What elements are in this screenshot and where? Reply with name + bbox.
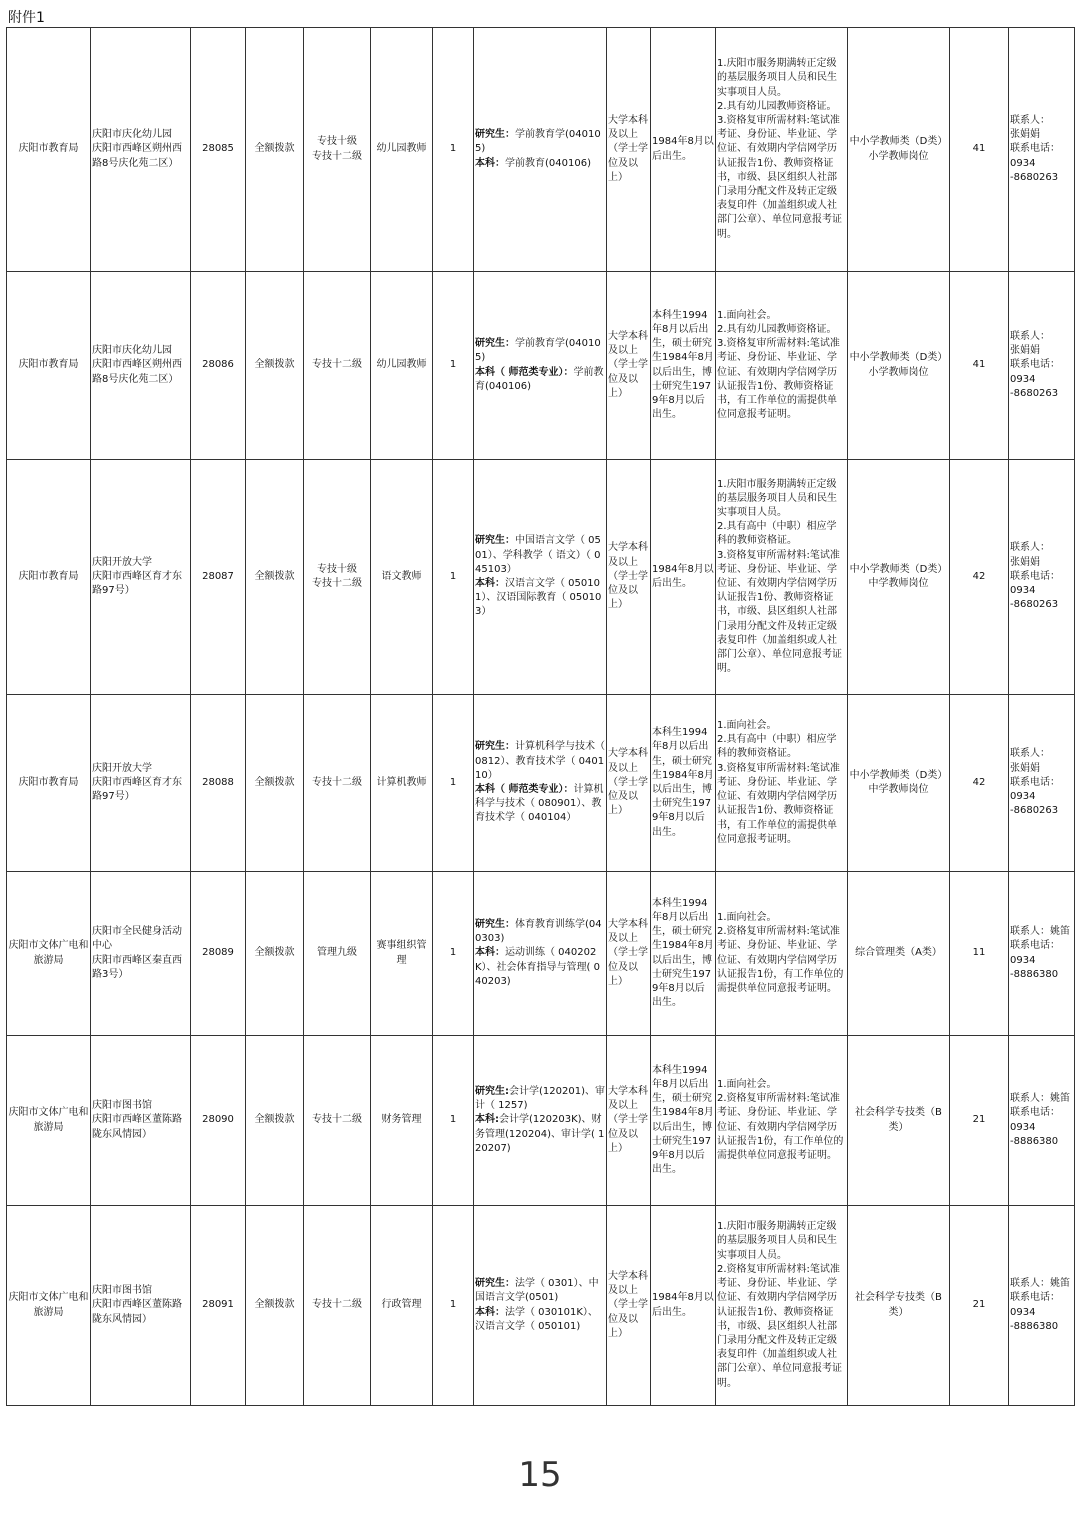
age-cell: 1984年8月以后出生。 (651, 460, 716, 695)
major-grad-label: 研究生： (475, 1278, 515, 1290)
position-code-cell: 28086 (191, 272, 246, 460)
department-cell: 庆阳市文体广电和旅游局 (7, 1036, 91, 1206)
position-code-cell: 28088 (191, 695, 246, 872)
degree-cell: 大学本科及以上（学士学位及以上） (607, 272, 651, 460)
major-ug-text: 学前教育(040106) (475, 366, 604, 392)
position-code-cell: 28090 (191, 1036, 246, 1206)
headcount-cell: 1 (433, 28, 474, 272)
major-ug-text: 会计学(120203K)、财务管理(120204)、审计学( 120207) (475, 1114, 605, 1154)
headcount-cell: 1 (433, 872, 474, 1036)
requirements-cell: 1.庆阳市服务期满转正定级的基层服务项目人员和民生实事项目人员。 2.资格复审所需材料:笔试准考证、身份证、毕业证、学位证、有效期内学信网学历认证报告1份、教师资格证书，市级、县区组织人社部门录用分配文件及转正定级表复印件（加盖组织或人社部门公章）、单位同意报考证明。 (716, 1206, 848, 1406)
exam-category-cell: 社会科学专技类（B类） (848, 1206, 950, 1406)
major-grad-text: 法学（ 0301）、中国语言文学(0501) (475, 1278, 599, 1304)
exam-category-cell: 社会科学专技类（B类） (848, 1036, 950, 1206)
major-grad-text: 体育教育训练学(040303) (475, 918, 602, 945)
major-cell (474, 272, 607, 460)
headcount-cell: 1 (433, 1036, 474, 1206)
unit-cell: 庆阳市庆化幼儿园 庆阳市西峰区朔州西路8号庆化苑二区） (91, 272, 191, 460)
major-grad-text: 学前教育学(040105) (475, 129, 601, 155)
table-row (7, 872, 1075, 1036)
level-cell: 专技十二级 (304, 1036, 371, 1206)
major-grad-label: 研究生： (475, 741, 515, 753)
major-cell (474, 460, 607, 695)
major-cell (474, 28, 607, 272)
major-grad-label: 研究生： (475, 918, 515, 930)
headcount-cell: 1 (433, 460, 474, 695)
requirements-cell: 1.面向社会。 2.具有幼儿园教师资格证。 3.资格复审所需材料:笔试准考证、身份证、毕业证、学位证、有效期内学信网学历认证报告1份、教师资格证书，有工作单位的需提供单位同意报考证明。 (716, 272, 848, 460)
degree-cell: 大学本科及以上（学士学位及以上） (607, 1206, 651, 1406)
position-code-cell: 28087 (191, 460, 246, 695)
exam-code-cell: 41 (950, 272, 1009, 460)
unit-cell: 庆阳市全民健身活动中心 庆阳市西峰区秦直西路3号） (91, 872, 191, 1036)
contact-cell: 联系人： 张娟娟 联系电话： 0934 -8680263 (1009, 460, 1075, 695)
major-grad-text: 会计学(120201)、审计（ 1257) (475, 1085, 605, 1112)
funding-cell: 全额拨款 (246, 872, 304, 1036)
contact-cell: 联系人： 张娟娟 联系电话： 0934 -8680263 (1009, 28, 1075, 272)
degree-cell: 大学本科及以上（学士学位及以上） (607, 695, 651, 872)
major-ug-label: 本科: (475, 1114, 499, 1126)
requirements-cell: 1.面向社会。 2.资格复审所需材料:笔试准考证、身份证、毕业证、学位证、有效期内学信网学历认证报告1份，有工作单位的需提供单位同意报考证明。 (716, 872, 848, 1036)
exam-code-cell: 21 (950, 1206, 1009, 1406)
position-code-cell: 28085 (191, 28, 246, 272)
major-ug-text: 法学（ 030101K）、汉语言文学（ 050101) (475, 1306, 598, 1332)
department-cell: 庆阳市教育局 (7, 695, 91, 872)
department-cell: 庆阳市文体广电和旅游局 (7, 872, 91, 1036)
major-grad-text: 学前教育学(040105) (475, 338, 601, 364)
level-cell: 专技十二级 (304, 272, 371, 460)
department-cell: 庆阳市教育局 (7, 460, 91, 695)
exam-code-cell: 42 (950, 460, 1009, 695)
major-ug-label: 本科（ 师范类专业）： (475, 784, 574, 795)
contact-cell: 联系人： 张娟娟 联系电话： 0934 -8680263 (1009, 272, 1075, 460)
major-ug-label: 本科： (475, 947, 505, 959)
age-cell: 1984年8月以后出生。 (651, 1206, 716, 1406)
exam-code-cell: 21 (950, 1036, 1009, 1206)
headcount-cell: 1 (433, 272, 474, 460)
level-cell: 专技十二级 (304, 695, 371, 872)
table-row (7, 272, 1075, 460)
position-name-cell: 计算机教师 (371, 695, 433, 872)
age-cell: 本科生1994年8月以后出生，硕士研究生1984年8月以后出生，博士研究生1979年8月以后出生。 (651, 872, 716, 1036)
headcount-cell: 1 (433, 1206, 474, 1406)
position-name-cell: 赛事组织管理 (371, 872, 433, 1036)
exam-code-cell: 11 (950, 872, 1009, 1036)
funding-cell: 全额拨款 (246, 1206, 304, 1406)
major-ug-text: 运动训练（ 040202K）、社会体育指导与管理( 040203) (475, 947, 600, 987)
department-cell: 庆阳市教育局 (7, 28, 91, 272)
major-grad-label: 研究生： (475, 535, 515, 547)
level-cell: 专技十级 专技十二级 (304, 460, 371, 695)
exam-code-cell: 41 (950, 28, 1009, 272)
level-cell: 专技十二级 (304, 1206, 371, 1406)
major-grad-label: 研究生： (475, 129, 515, 141)
requirements-cell: 1.面向社会。 2.资格复审所需材料:笔试准考证、身份证、毕业证、学位证、有效期内学信网学历认证报告1份，有工作单位的需提供单位同意报考证明。 (716, 1036, 848, 1206)
unit-cell: 庆阳开放大学 庆阳市西峰区育才东路97号） (91, 695, 191, 872)
table-row (7, 695, 1075, 872)
table-row (7, 1036, 1075, 1206)
major-ug-text: 学前教育(040106) (505, 157, 591, 169)
age-cell: 本科生1994年8月以后出生，硕士研究生1984年8月以后出生，博士研究生1979年8月以后出生。 (651, 695, 716, 872)
major-ug-text: 汉语言文学（ 050101）、汉语国际教育（ 050103） (475, 578, 602, 618)
major-grad-text: 计算机科学与技术（ 0812）、教育技术学（ 040110） (475, 741, 605, 781)
department-cell: 庆阳市教育局 (7, 272, 91, 460)
unit-cell: 庆阳市庆化幼儿园 庆阳市西峰区朔州西路8号庆化苑二区） (91, 28, 191, 272)
unit-cell: 庆阳市图书馆 庆阳市西峰区董陈路陇东风情园） (91, 1036, 191, 1206)
attachment-label: 附件1 (8, 10, 45, 26)
unit-cell: 庆阳开放大学 庆阳市西峰区育才东路97号） (91, 460, 191, 695)
position-name-cell: 语文教师 (371, 460, 433, 695)
funding-cell: 全额拨款 (246, 695, 304, 872)
age-cell: 本科生1994年8月以后出生，硕士研究生1984年8月以后出生，博士研究生1979年8月以后出生。 (651, 1036, 716, 1206)
major-ug-label: 本科： (475, 1306, 505, 1318)
major-ug-label: 本科（ 师范类专业）： (475, 366, 574, 378)
page-number: 15 (518, 1455, 562, 1495)
major-ug-label: 本科： (475, 157, 505, 169)
major-cell (474, 1206, 607, 1406)
exam-category-cell: 中小学教师类（D类） 小学教师岗位 (848, 28, 950, 272)
contact-cell: 联系人： 张娟娟 联系电话： 0934 -8680263 (1009, 695, 1075, 872)
exam-category-cell: 中小学教师类（D类） 小学教师岗位 (848, 272, 950, 460)
major-grad-label: 研究生: (475, 1085, 509, 1097)
major-ug-label: 本科： (475, 578, 505, 589)
major-cell (474, 1036, 607, 1206)
unit-cell: 庆阳市图书馆 庆阳市西峰区董陈路陇东风情园） (91, 1206, 191, 1406)
headcount-cell: 1 (433, 695, 474, 872)
major-cell (474, 872, 607, 1036)
position-name-cell: 行政管理 (371, 1206, 433, 1406)
contact-cell: 联系人：姚笛 联系电话： 0934 -8886380 (1009, 872, 1075, 1036)
position-code-cell: 28091 (191, 1206, 246, 1406)
exam-category-cell: 中小学教师类（D类） 中学教师岗位 (848, 695, 950, 872)
major-cell (474, 695, 607, 872)
level-cell: 管理九级 (304, 872, 371, 1036)
requirements-cell: 1.庆阳市服务期满转正定级的基层服务项目人员和民生实事项目人员。 2.具有幼儿园教师资格证。 3.资格复审所需材料:笔试准考证、身份证、毕业证、学位证、有效期内学信网学历认证报告1份、教师资格证书，市级、县区组织人社部门录用分配文件及转正定级表复印件（加盖组织或人社部门公章）、单位同意报考证明。 (716, 28, 848, 272)
department-cell: 庆阳市文体广电和旅游局 (7, 1206, 91, 1406)
level-cell: 专技十级 专技十二级 (304, 28, 371, 272)
contact-cell: 联系人：姚笛 联系电话： 0934 -8886380 (1009, 1206, 1075, 1406)
position-name-cell: 幼儿园教师 (371, 272, 433, 460)
funding-cell: 全额拨款 (246, 1036, 304, 1206)
position-name-cell: 财务管理 (371, 1036, 433, 1206)
degree-cell: 大学本科及以上（学士学位及以上） (607, 1036, 651, 1206)
requirements-cell: 1.面向社会。 2.具有高中（中职）相应学科的教师资格证。 3.资格复审所需材料:笔试准考证、身份证、毕业证、学位证、有效期内学信网学历认证报告1份、教师资格证书，有工作单位的需提供单位同意报考证明。 (716, 695, 848, 872)
age-cell: 本科生1994年8月以后出生，硕士研究生1984年8月以后出生，博士研究生1979年8月以后出生。 (651, 272, 716, 460)
funding-cell: 全额拨款 (246, 28, 304, 272)
funding-cell: 全额拨款 (246, 460, 304, 695)
exam-category-cell: 中小学教师类（D类） 中学教师岗位 (848, 460, 950, 695)
exam-category-cell: 综合管理类（A类） (848, 872, 950, 1036)
degree-cell: 大学本科及以上（学士学位及以上） (607, 872, 651, 1036)
table-row (7, 1206, 1075, 1406)
major-grad-label: 研究生： (475, 338, 515, 350)
major-ug-text: 计算机科学与技术（ 080901）、教育技术学（ 040104） (475, 784, 604, 824)
table-row (7, 460, 1075, 695)
table-row (7, 28, 1075, 272)
degree-cell: 大学本科及以上（学士学位及以上） (607, 28, 651, 272)
age-cell: 1984年8月以后出生。 (651, 28, 716, 272)
position-name-cell: 幼儿园教师 (371, 28, 433, 272)
major-grad-text: 中国语言文学（ 0501）、学科教学（ 语文）（ 045103） (475, 535, 601, 575)
requirements-cell: 1.庆阳市服务期满转正定级的基层服务项目人员和民生实事项目人员。 2.具有高中（中职）相应学科的教师资格证。 3.资格复审所需材料:笔试准考证、身份证、毕业证、学位证、有效期内学信网学历认证报告1份、教师资格证书，市级、县区组织人社部门录用分配文件及转正定级表复印件（加盖组织或人社部门公章）、单位同意报考证明。 (716, 460, 848, 695)
funding-cell: 全额拨款 (246, 272, 304, 460)
degree-cell: 大学本科及以上（学士学位及以上） (607, 460, 651, 695)
contact-cell: 联系人：姚笛 联系电话： 0934 -8886380 (1009, 1036, 1075, 1206)
exam-code-cell: 42 (950, 695, 1009, 872)
position-code-cell: 28089 (191, 872, 246, 1036)
recruitment-table (6, 27, 1075, 1406)
